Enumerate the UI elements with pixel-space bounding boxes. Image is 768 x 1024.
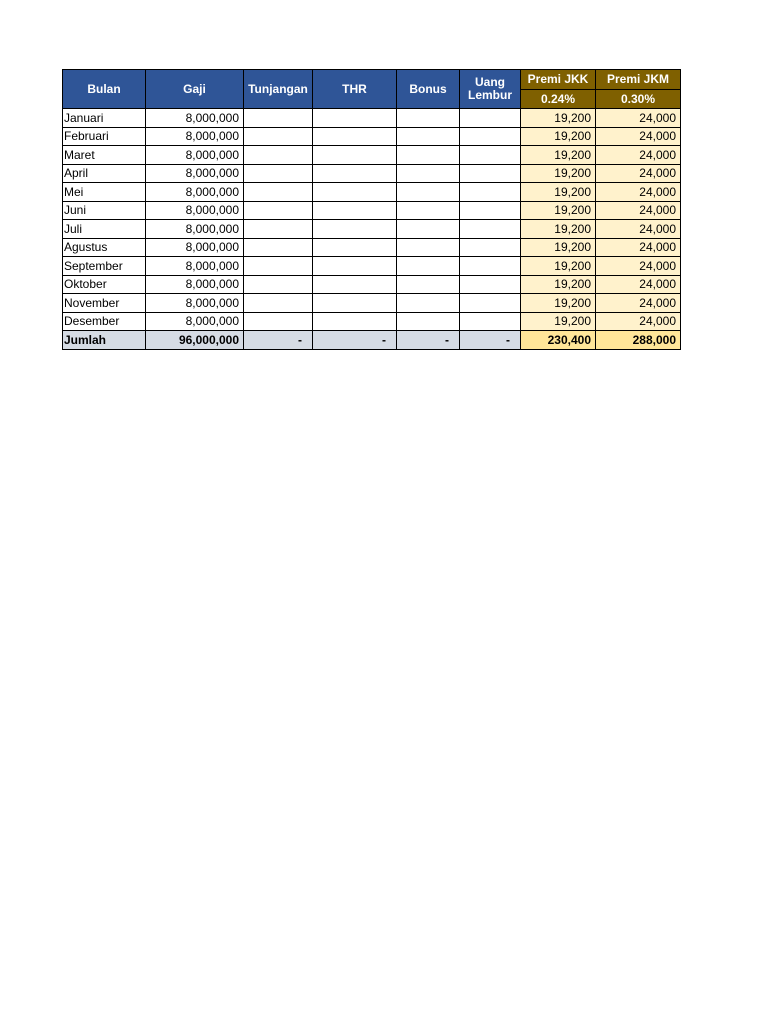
cell-uang-lembur[interactable] <box>460 127 521 146</box>
cell-bulan[interactable]: Mei <box>63 183 146 202</box>
cell-uang-lembur[interactable] <box>460 312 521 331</box>
cell-tunjangan[interactable] <box>244 201 313 220</box>
cell-gaji[interactable]: 8,000,000 <box>146 109 244 128</box>
cell-uang-lembur[interactable] <box>460 183 521 202</box>
cell-premi-jkm[interactable]: 24,000 <box>596 201 681 220</box>
cell-thr[interactable] <box>313 294 397 313</box>
cell-bonus[interactable] <box>397 312 460 331</box>
cell-uang-lembur[interactable] <box>460 294 521 313</box>
cell-thr[interactable] <box>313 109 397 128</box>
cell-tunjangan[interactable] <box>244 257 313 276</box>
cell-gaji[interactable]: 8,000,000 <box>146 127 244 146</box>
table-row <box>63 220 681 239</box>
cell-premi-jkk[interactable]: 19,200 <box>521 275 596 294</box>
cell-bonus[interactable] <box>397 127 460 146</box>
cell-thr[interactable] <box>313 275 397 294</box>
cell-tunjangan[interactable] <box>244 312 313 331</box>
header-thr[interactable]: THR <box>313 70 397 109</box>
cell-bonus[interactable] <box>397 164 460 183</box>
cell-premi-jkk[interactable]: 19,200 <box>521 257 596 276</box>
cell-uang-lembur[interactable] <box>460 146 521 165</box>
cell-bulan[interactable]: Juni <box>63 201 146 220</box>
header-tunjangan[interactable]: Tunjangan <box>244 70 313 109</box>
cell-premi-jkm[interactable]: 24,000 <box>596 257 681 276</box>
total-tunjangan[interactable]: - <box>244 331 313 350</box>
cell-bonus[interactable] <box>397 201 460 220</box>
header-uang-lembur-line1: Uang <box>475 75 505 89</box>
cell-bulan[interactable]: November <box>63 294 146 313</box>
cell-thr[interactable] <box>313 146 397 165</box>
cell-bonus[interactable] <box>397 257 460 276</box>
cell-premi-jkm[interactable]: 24,000 <box>596 275 681 294</box>
header-premi-jkk[interactable]: Premi JKK <box>521 70 596 90</box>
cell-tunjangan[interactable] <box>244 294 313 313</box>
cell-gaji[interactable]: 8,000,000 <box>146 164 244 183</box>
spreadsheet <box>62 69 681 350</box>
total-jkk[interactable]: 230,400 <box>521 331 596 350</box>
table-row <box>63 183 681 202</box>
total-bonus[interactable]: - <box>397 331 460 350</box>
cell-bulan[interactable]: Juli <box>63 220 146 239</box>
cell-bulan[interactable]: September <box>63 257 146 276</box>
cell-thr[interactable] <box>313 127 397 146</box>
cell-gaji[interactable]: 8,000,000 <box>146 257 244 276</box>
cell-premi-jkm[interactable]: 24,000 <box>596 238 681 257</box>
cell-premi-jkm[interactable]: 24,000 <box>596 294 681 313</box>
cell-premi-jkk[interactable]: 19,200 <box>521 164 596 183</box>
cell-bonus[interactable] <box>397 183 460 202</box>
cell-thr[interactable] <box>313 164 397 183</box>
cell-thr[interactable] <box>313 312 397 331</box>
cell-gaji[interactable]: 8,000,000 <box>146 312 244 331</box>
cell-premi-jkk[interactable]: 19,200 <box>521 146 596 165</box>
cell-tunjangan[interactable] <box>244 220 313 239</box>
table-row <box>63 275 681 294</box>
cell-thr[interactable] <box>313 220 397 239</box>
table-row <box>63 127 681 146</box>
table-row <box>63 164 681 183</box>
header-gaji[interactable]: Gaji <box>146 70 244 109</box>
table-row <box>63 201 681 220</box>
cell-uang-lembur[interactable] <box>460 275 521 294</box>
cell-thr[interactable] <box>313 201 397 220</box>
cell-bonus[interactable] <box>397 109 460 128</box>
cell-bulan[interactable]: Januari <box>63 109 146 128</box>
cell-gaji[interactable]: 8,000,000 <box>146 294 244 313</box>
cell-gaji[interactable]: 8,000,000 <box>146 238 244 257</box>
table-body <box>63 109 681 331</box>
cell-bulan[interactable]: Desember <box>63 312 146 331</box>
cell-bulan[interactable]: Oktober <box>63 275 146 294</box>
cell-tunjangan[interactable] <box>244 127 313 146</box>
cell-premi-jkk[interactable]: 19,200 <box>521 238 596 257</box>
cell-uang-lembur[interactable] <box>460 238 521 257</box>
cell-premi-jkm[interactable]: 24,000 <box>596 183 681 202</box>
total-row <box>63 331 681 350</box>
header-rate-jkm[interactable]: 0.30% <box>596 90 681 109</box>
cell-premi-jkk[interactable]: 19,200 <box>521 220 596 239</box>
table-row <box>63 257 681 276</box>
cell-premi-jkm[interactable]: 24,000 <box>596 127 681 146</box>
cell-uang-lembur[interactable] <box>460 109 521 128</box>
cell-bonus[interactable] <box>397 146 460 165</box>
cell-tunjangan[interactable] <box>244 275 313 294</box>
cell-premi-jkm[interactable]: 24,000 <box>596 164 681 183</box>
cell-premi-jkk[interactable]: 19,200 <box>521 127 596 146</box>
cell-bulan[interactable]: April <box>63 164 146 183</box>
cell-bonus[interactable] <box>397 238 460 257</box>
total-label[interactable]: Jumlah <box>63 331 146 350</box>
cell-premi-jkm[interactable]: 24,000 <box>596 146 681 165</box>
cell-tunjangan[interactable] <box>244 183 313 202</box>
cell-premi-jkk[interactable]: 19,200 <box>521 109 596 128</box>
cell-bulan[interactable]: Maret <box>63 146 146 165</box>
salary-table <box>62 69 681 350</box>
header-premi-jkm[interactable]: Premi JKM <box>596 70 681 90</box>
cell-gaji[interactable]: 8,000,000 <box>146 201 244 220</box>
table-row <box>63 312 681 331</box>
cell-bulan[interactable]: Agustus <box>63 238 146 257</box>
table-row <box>63 238 681 257</box>
cell-thr[interactable] <box>313 183 397 202</box>
cell-thr[interactable] <box>313 238 397 257</box>
cell-premi-jkm[interactable]: 24,000 <box>596 109 681 128</box>
header-bonus[interactable]: Bonus <box>397 70 460 109</box>
header-rate-jkk[interactable]: 0.24% <box>521 90 596 109</box>
header-uang-lembur[interactable] <box>460 70 521 109</box>
cell-premi-jkk[interactable]: 19,200 <box>521 312 596 331</box>
cell-gaji[interactable]: 8,000,000 <box>146 220 244 239</box>
cell-tunjangan[interactable] <box>244 109 313 128</box>
cell-bonus[interactable] <box>397 294 460 313</box>
table-row <box>63 109 681 128</box>
cell-thr[interactable] <box>313 257 397 276</box>
cell-premi-jkm[interactable]: 24,000 <box>596 220 681 239</box>
cell-uang-lembur[interactable] <box>460 164 521 183</box>
cell-tunjangan[interactable] <box>244 146 313 165</box>
header-bulan[interactable]: Bulan <box>63 70 146 109</box>
cell-premi-jkm[interactable]: 24,000 <box>596 312 681 331</box>
cell-bonus[interactable] <box>397 220 460 239</box>
cell-premi-jkk[interactable]: 19,200 <box>521 201 596 220</box>
total-thr[interactable]: - <box>313 331 397 350</box>
header-uang-lembur-line2: Lembur <box>467 88 512 102</box>
total-jkm[interactable]: 288,000 <box>596 331 681 350</box>
cell-gaji[interactable]: 8,000,000 <box>146 146 244 165</box>
total-gaji[interactable]: 96,000,000 <box>146 331 244 350</box>
cell-bonus[interactable] <box>397 275 460 294</box>
total-lembur[interactable]: - <box>460 331 521 350</box>
cell-gaji[interactable]: 8,000,000 <box>146 183 244 202</box>
cell-uang-lembur[interactable] <box>460 201 521 220</box>
cell-uang-lembur[interactable] <box>460 220 521 239</box>
cell-tunjangan[interactable] <box>244 238 313 257</box>
cell-uang-lembur[interactable] <box>460 257 521 276</box>
cell-gaji[interactable]: 8,000,000 <box>146 275 244 294</box>
cell-bulan[interactable]: Februari <box>63 127 146 146</box>
table-row <box>63 146 681 165</box>
cell-premi-jkk[interactable]: 19,200 <box>521 294 596 313</box>
cell-premi-jkk[interactable]: 19,200 <box>521 183 596 202</box>
cell-tunjangan[interactable] <box>244 164 313 183</box>
table-row <box>63 294 681 313</box>
